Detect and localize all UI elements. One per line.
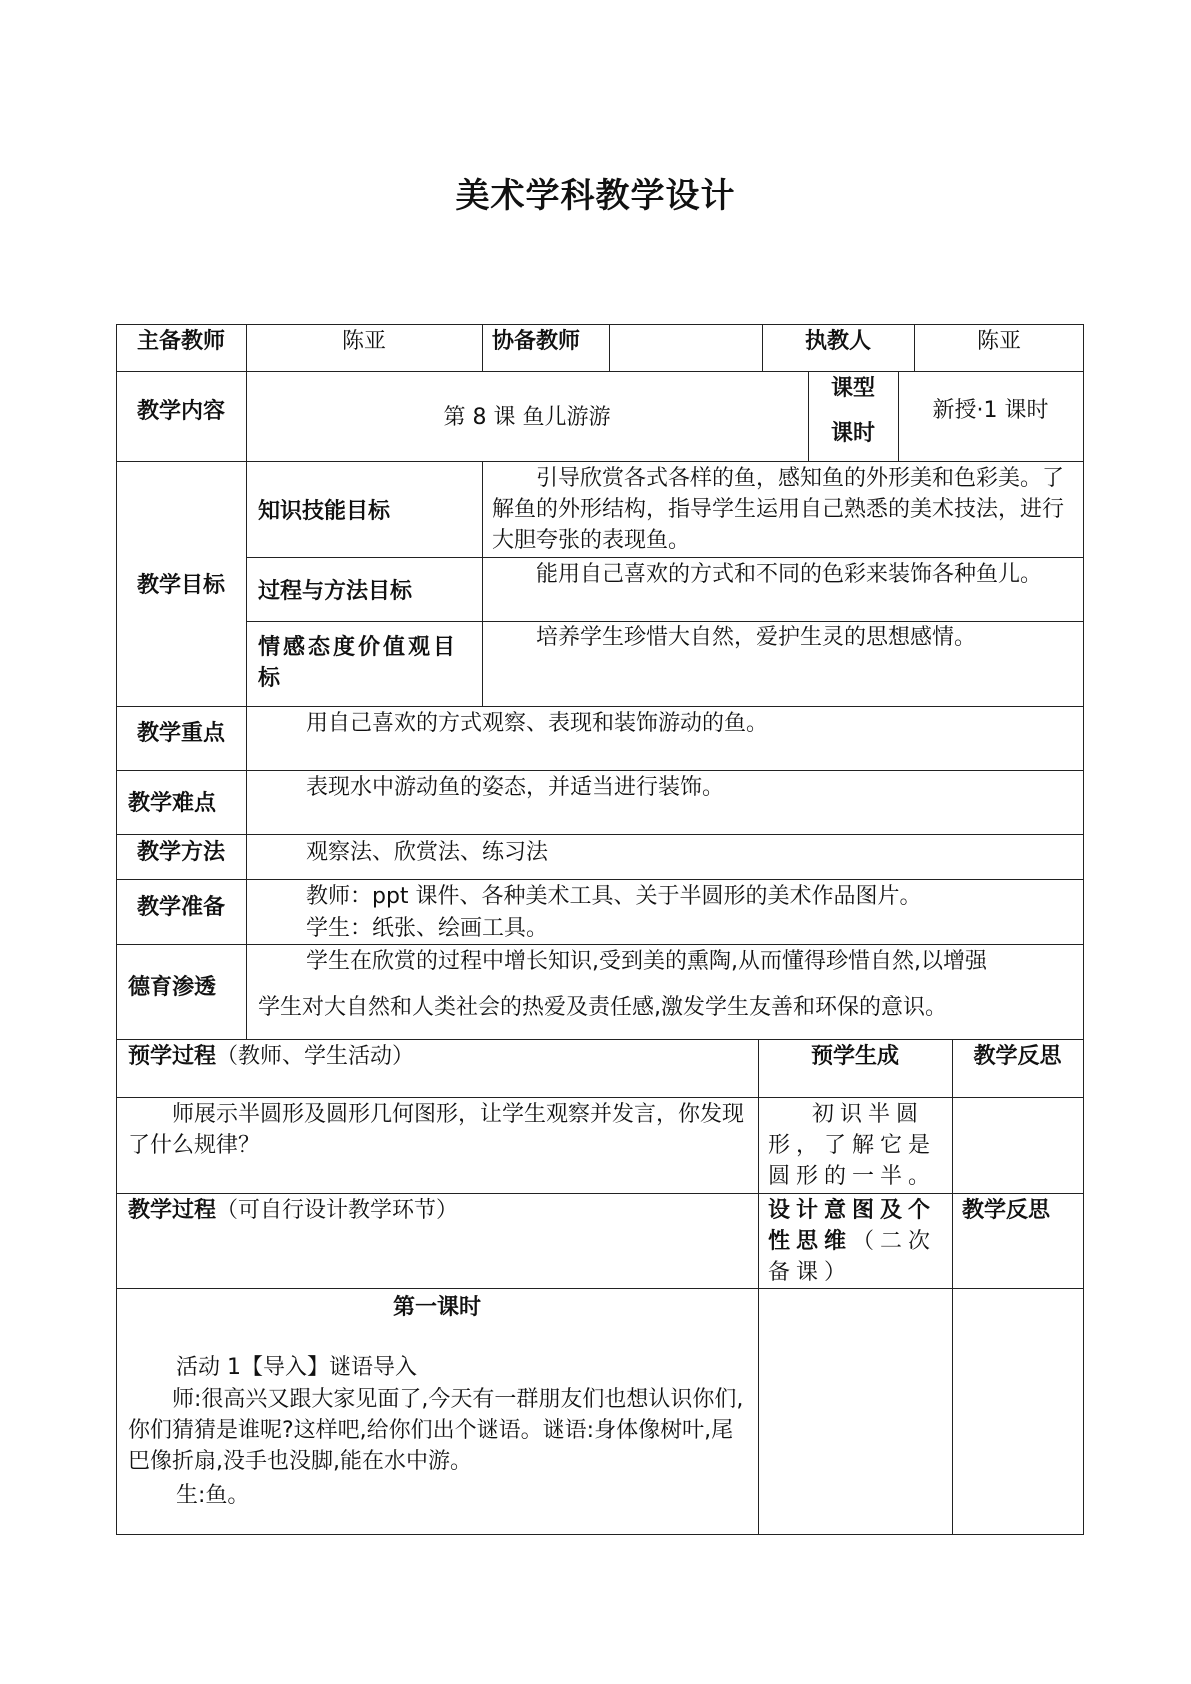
preview-process-header: [128, 1041, 748, 1072]
preview-process-label: 预学过程: [128, 1044, 217, 1069]
method-text: 观察法、欣赏法、练习法: [306, 840, 549, 865]
content-value: 第 8 课 鱼儿游游: [443, 405, 611, 430]
type-label-2: 课时: [830, 421, 875, 446]
objective-emotion-label: 情感态度价值观目标: [258, 635, 459, 691]
assistant-teacher-label: 协备教师: [492, 329, 581, 354]
lead-teacher-value: 陈亚: [341, 329, 386, 354]
preview-process-text: 师展示半圆形及圆形几何图形，让学生观察并发言，你发现了什么规律？: [128, 1102, 745, 1158]
lead-teacher-label: 主备教师: [136, 329, 225, 354]
preview-process-note: （教师、学生活动）: [216, 1044, 415, 1069]
teaching-process-label: 教学过程: [128, 1198, 217, 1223]
difficulty-text: 表现水中游动鱼的姿态，并适当进行装饰。: [306, 775, 725, 800]
difficulty-label: 教学难点: [128, 791, 217, 816]
type-label-1: 课型: [830, 376, 875, 401]
moral-line-2: 学生对大自然和人类社会的热爱及责任感,激发学生友善和环保的意识。: [258, 995, 947, 1020]
key-point-text: 用自己喜欢的方式观察、表现和装饰游动的鱼。: [306, 711, 769, 736]
teaching-process-header: [128, 1195, 748, 1226]
type-value: 新授·1 课时: [932, 398, 1049, 423]
instructor-value: 陈亚: [976, 329, 1021, 354]
objective-knowledge-text: 引导欣赏各式各样的鱼，感知鱼的外形美和色彩美。了解鱼的外形结构，指导学生运用自己熟悉的美术技法，进行大胆夸张的表现鱼。: [492, 466, 1065, 553]
method-label: 教学方法: [136, 840, 225, 865]
objective-knowledge-label: 知识技能目标: [258, 499, 391, 524]
preparation-teacher: 教师：ppt 课件、各种美术工具、关于半圆形的美术作品图片。: [306, 884, 922, 909]
activity-title: 活动 1【导入】谜语导入: [176, 1355, 417, 1380]
moral-line-1: 学生在欣赏的过程中增长知识,受到美的熏陶,从而懂得珍惜自然,以增强: [306, 949, 987, 974]
objective-process-label: 过程与方法目标: [258, 579, 413, 604]
teaching-intent-header: [768, 1195, 948, 1288]
objective-emotion-text: 培养学生珍惜大自然，爱护生灵的思想感情。: [536, 625, 977, 650]
teaching-process-note: （可自行设计教学环节）: [216, 1198, 459, 1223]
objectives-label: 教学目标: [136, 573, 225, 598]
teaching-reflection-label: 教学反思: [962, 1198, 1051, 1223]
objective-process-text: 能用自己喜欢的方式和不同的色彩来装饰各种鱼儿。: [536, 562, 1043, 587]
lesson-title: 第一课时: [392, 1295, 481, 1320]
content-label: 教学内容: [136, 399, 225, 424]
preparation-label: 教学准备: [136, 895, 225, 920]
teaching-intent-note: （二次备课）: [768, 1229, 937, 1285]
instructor-label: 执教人: [804, 329, 871, 354]
preview-outcome-label: 预学生成: [810, 1044, 899, 1069]
preview-outcome-text: 初识半圆形，了解它是圆形的一半。: [768, 1102, 937, 1189]
teaching-intent-label: 设计意图及个性思维: [768, 1198, 937, 1254]
moral-label: 德育渗透: [128, 975, 217, 1000]
key-point-label: 教学重点: [136, 721, 225, 746]
preparation-student: 学生：纸张、绘画工具。: [306, 916, 549, 941]
page-title: 美术学科教学设计: [455, 176, 736, 216]
teacher-dialogue: 师:很高兴又跟大家见面了,今天有一群朋友们也想认识你们,你们猜猜是谁呢?这样吧,给你们出个谜语。谜语:身体像树叶,尾巴像折扇,没手也没脚,能在水中游。: [128, 1387, 744, 1474]
student-dialogue: 生:鱼。: [176, 1483, 250, 1508]
preview-reflection-label: 教学反思: [973, 1044, 1062, 1069]
